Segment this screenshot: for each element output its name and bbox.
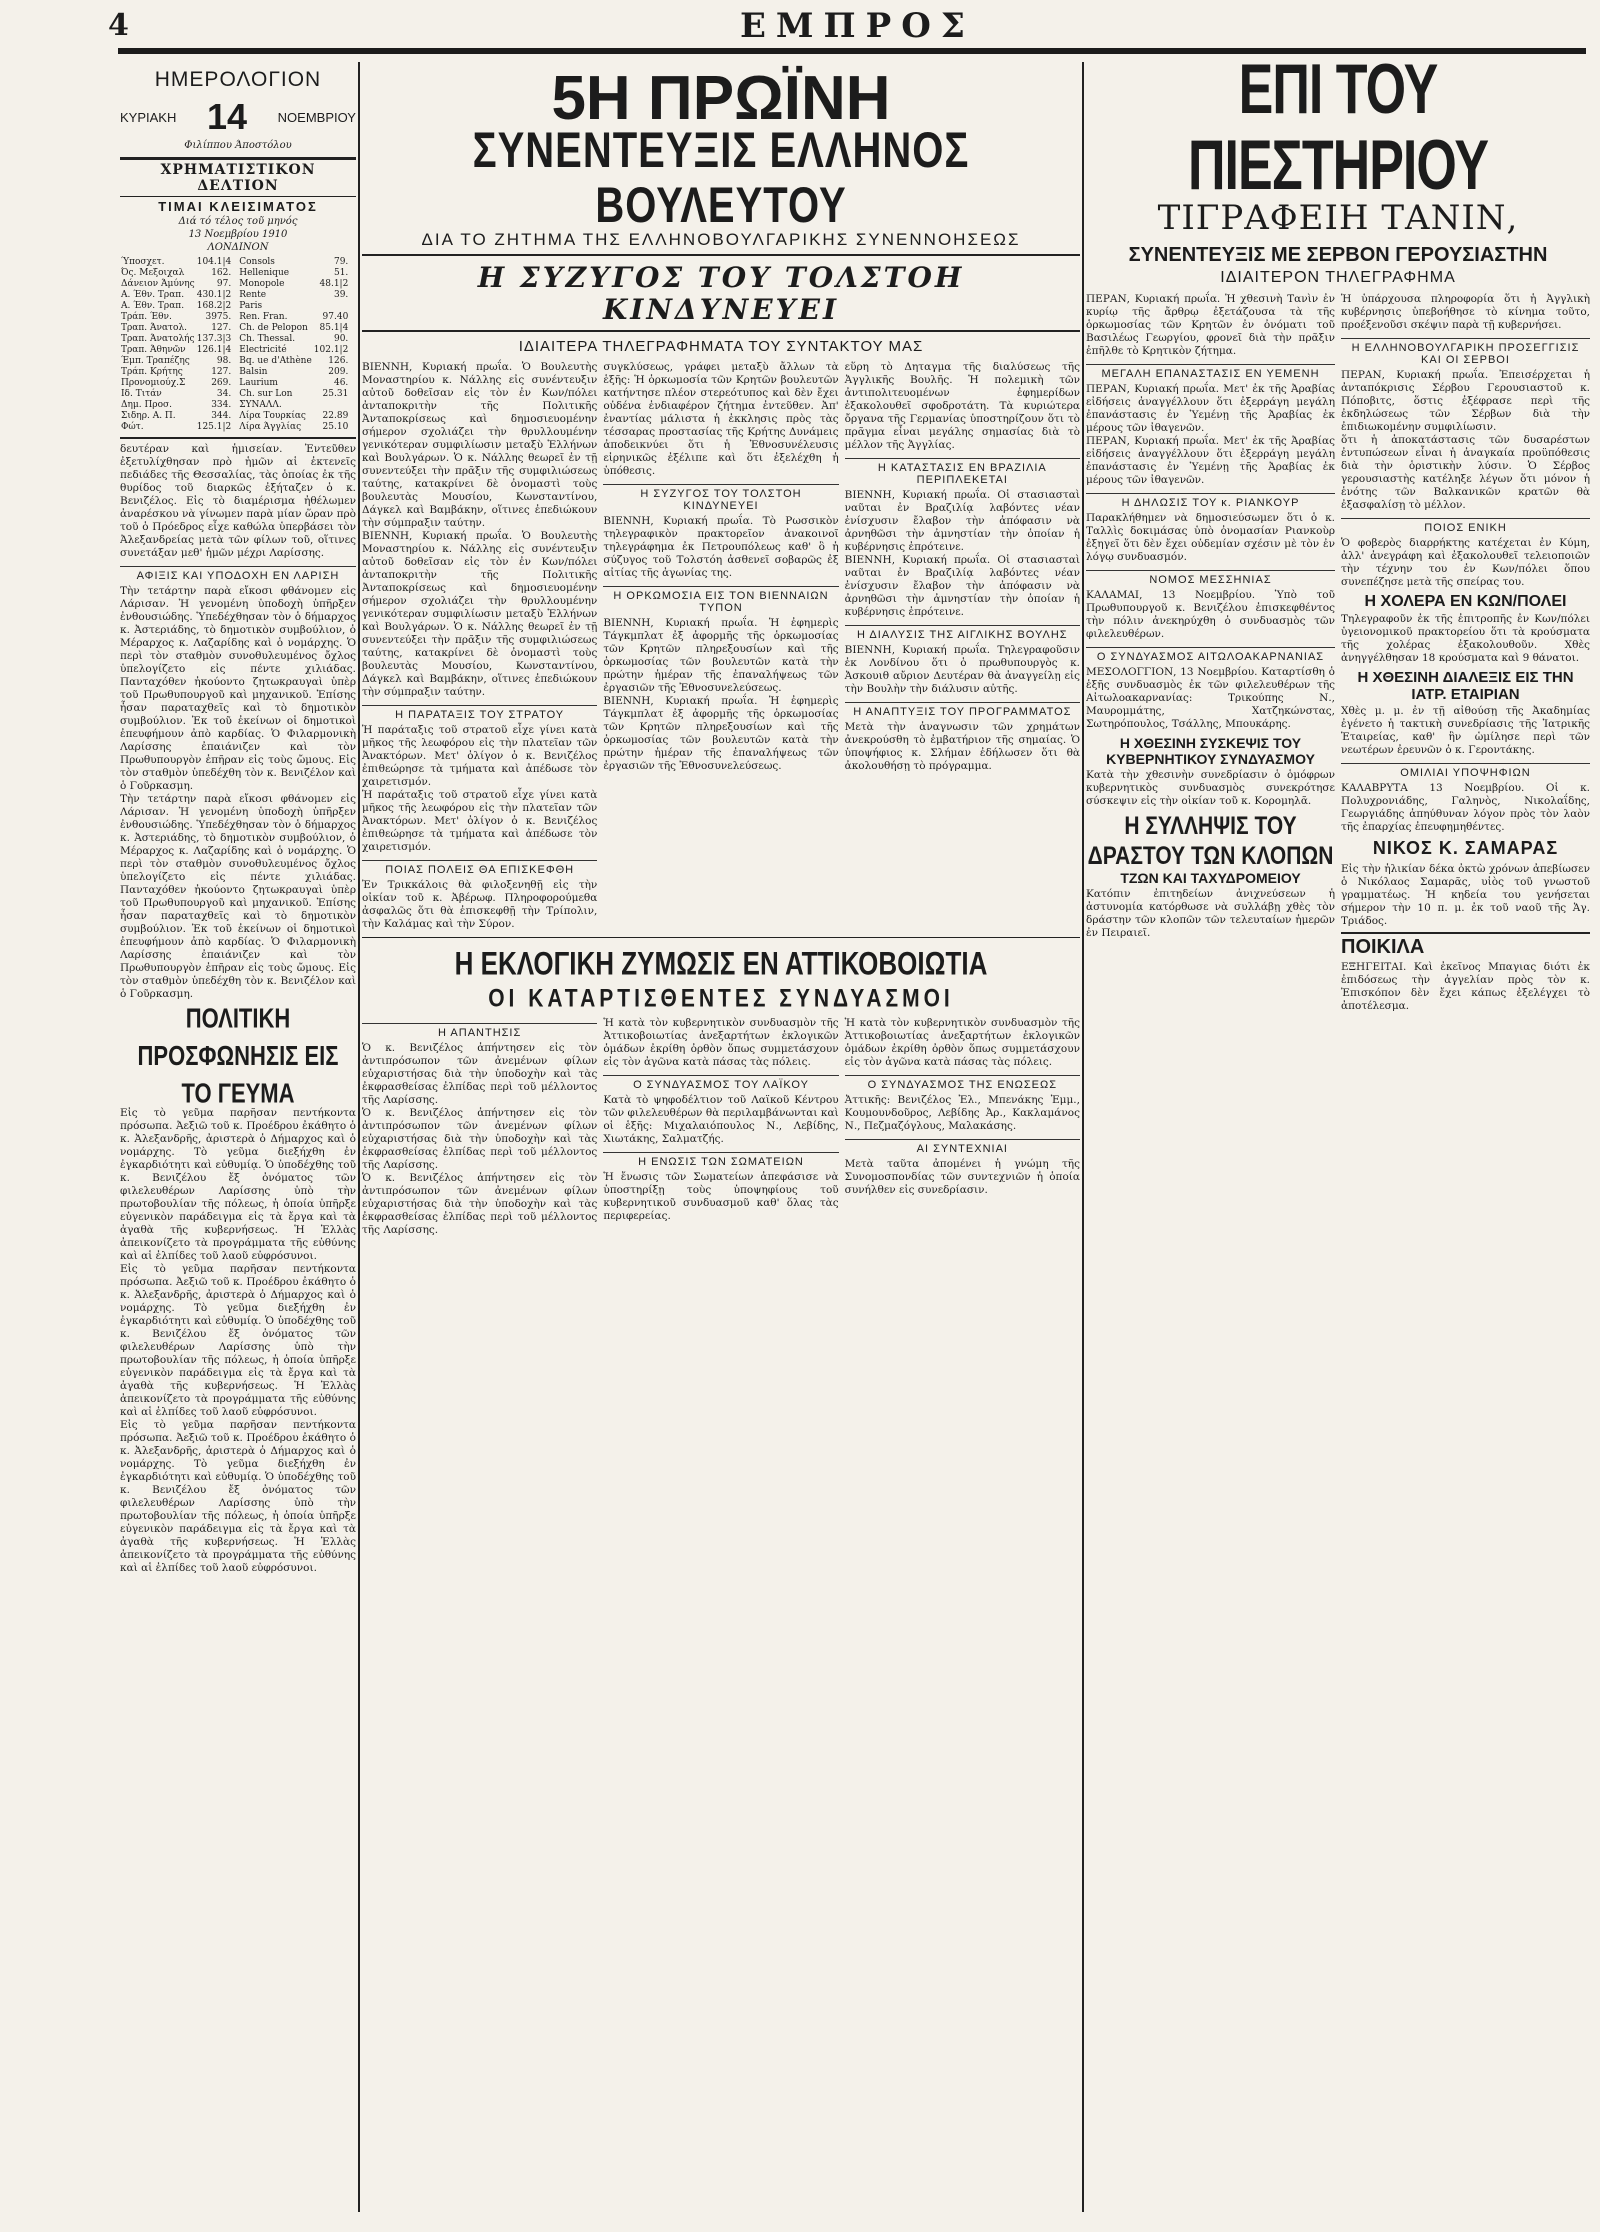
section-title: ΑΦΙΞΙΣ ΚΑΙ ΥΠΟΔΟΧΗ ΕΝ ΛΑΡΙΣΗ	[120, 566, 356, 582]
section-title: Η ΠΑΡΑΤΑΞΙΣ ΤΟΥ ΣΤΡΑΤΟΥ	[362, 705, 597, 721]
quote-value: 3975.	[205, 312, 232, 322]
calendar-saint: Φιλίππου Άποστόλου	[184, 140, 292, 151]
article-text: Ἡ ὑπάρχουσα πληροφορία ὅτι ἡ Ἀγγλικὴ κυβέρνησις ὑπεβοήθησε τὸ κίνημα τοῦτο, προέξενοῦσι σκέψιν παρὰ τῇ κυβερνήσει.	[1341, 293, 1590, 331]
quote-row	[120, 389, 232, 400]
quote-value: 126.	[328, 356, 349, 366]
quote-row	[120, 367, 232, 378]
article-text: ΒΙΕΝΝΗ, Κυριακή πρωΐα. Οἱ στασιασταὶ ναῦται ἐν Βραζιλίᾳ λαβόντες νέαν ἐνίσχυσιν ἔλαβον τὴν ἀπόφασιν νὰ ἀρνηθῶσι τὴν ἀμνηστίαν τὴν ὁποίαν ἡ κυβέρνησις ἐπρότεινε.	[844, 554, 1080, 618]
quote-value: 334.	[211, 400, 232, 410]
quote-name: Λίρα Τουρκίας	[239, 411, 306, 421]
article-text: Ὁ κ. Βενιζέλος ἀπήντησεν εἰς τὸν ἀντιπρόσωπον τῶν ἀνεμένων φίλων εὐχαριστήσας διὰ τὴν ὑποδοχὴν καὶ τὰς ἐκφρασθείσας ἐλπίδας περὶ τοῦ μέλλοντος τῆς Λαρίσσης.	[362, 1172, 598, 1236]
subcolumn	[845, 361, 1080, 931]
section-title: Η ΕΛΛΗΝΟΒΟΥΛΓΑΡΙΚΗ ΠΡΟΣΕΓΓΙΣΙΣ ΚΑΙ ΟΙ ΣΕΡΒΟΙ	[1341, 338, 1590, 366]
quote-name: Τράπ. Έθν.	[121, 312, 172, 322]
quote-name: Ύποσχετ.	[121, 257, 165, 267]
column-divider	[1082, 62, 1084, 2212]
article-text: Εἰς τὸ γεῦμα παρῆσαν πεντήκοντα πρόσωπα. Ἀεξιῶ τοῦ κ. Προέδρου ἐκάθητο ὁ κ. Ἀλεξανδρῆς, ἀριστερὰ ὁ Δήμαρχος καὶ ὁ νομάρχης. Τὸ γεῦμα διεξήχθη ἐν ἐγκαρδιότητι καὶ εὐθυμίᾳ. Ὁ ὑποδέχθης τοῦ κ. Βενιζέλου ἔξ ὀνόματος τῶν φιλελευθέρων Λαρίσσης ὑπὸ τὴν πρωτοβουλίαν τῆς πόλεως, ἡ ὁποία ὑπῆρξε εὐγενικὸν παράδειγμα εἰς τὰ ἔργα καὶ τὰ ἀγαθὰ τῆς κυβερνήσεως. Ἡ Ἑλλὰς ἀπεικονίζετο τὰ προγράμματα τῆς εὐθύνης καὶ αἱ ἐλπίδες τοῦ λαοῦ εὐφρόσυνοι.	[120, 1263, 356, 1418]
article-text: Κατὰ τὴν χθεσινὴν συνεδρίασιν ὁ ὁμόφρων κυβερνητικὸς συνδυασμὸς συνεκρότησε σύσκεψιν εἰς τὴν οἰκίαν τοῦ κ. Κορομηλᾶ.	[1086, 769, 1335, 807]
section-title: Η ΟΡΚΩΜΟΣΙΑ ΕΙΣ ΤΟΝ ΒΙΕΝΝΑΙΩΝ ΤΥΠΟΝ	[603, 586, 838, 614]
article-text: ΒΙΕΝΝΗ, Κυριακή πρωΐα. Τηλεγραφοῦσιν ἐκ Λονδίνου ὅτι ὁ πρωθυπουργὸς κ. Ἀσκουιθ αὔριον Δευτέραν θὰ ἀναγγείλῃ εἰς τὴν Βουλὴν τὴν διάλυσιν αὐτῆς.	[844, 644, 1080, 695]
section-title: Η ΔΙΑΛΥΣΙΣ ΤΗΣ ΑΙΓΛΙΚΗΣ ΒΟΥΛΗΣ	[845, 625, 1080, 641]
article-text: ΠΕΡΑΝ, Κυριακή πρωΐα. Ἐπεισέρχεται ἡ ἀνταπόκρισις Σέρβου Γερουσιαστοῦ κ. Πόποβιτς, ὅστις ἐξέφρασε περὶ τῆς ἐκδηλώσεως τῶν Σέρβων διὰ τὴν ἐπιδιωκομένην συμφιλίωσιν.	[1341, 369, 1590, 433]
article-text: Ἐν Τρικκάλοις θὰ φιλοξενηθῇ εἰς τὴν οἰκίαν τοῦ κ. Ἀβέρωφ. Πληροφορούμεθα ἀσφαλῶς ὅτι θὰ ἐπισκεφθῇ τὴν Τρίπολιν, τὴν Καλάμας καὶ τὴν Σύρον.	[362, 879, 598, 930]
stock-note: Διά τό τέλος τοῦ μηνός	[178, 216, 298, 227]
headline-arrest-sub: ΤΖΩΝ ΚΑΙ ΤΑΧΥΔΡΟΜΕΙΟΥ	[1120, 870, 1301, 886]
headline-serb-interview: ΣΥΝΕΝΤΕΥΞΙΣ ΜΕ ΣΕΡΒΟΝ ΓΕΡΟΥΣΙΑΣΤΗΝ	[1128, 244, 1548, 266]
headline-political-address: ΠΟΛΙΤΙΚΗ ΠΡΟΣΦΩΝΗΣΙΣ ΕΙΣ ΤΟ ΓΕΥΜΑ	[137, 1002, 339, 1109]
column-2	[362, 62, 1080, 2212]
quote-name: Προνομιούχ.Σ	[121, 378, 186, 388]
quote-row	[238, 257, 349, 268]
calendar-day-number: 14	[206, 96, 248, 137]
quote-name: Τράπ. Κρήτης	[121, 367, 183, 377]
headline-correspondent: ΙΔΙΑΙΤΕΡΑ ΤΗΛΕΓΡΑΦΗΜΑΤΑ ΤΟΥ ΣΥΝΤΑΚΤΟΥ ΜΑΣ	[518, 338, 924, 355]
quote-row	[238, 356, 349, 367]
quote-value: 46.	[333, 378, 349, 388]
quote-row	[120, 334, 232, 345]
article-text: Ἡ κατὰ τὸν κυβερνητικὸν συνδυασμὸν τῆς Ἀττικοβοιωτίας ἀνεξαρτήτων ἐκλογικῶν ὁμάδων ἐκρίθη ὀρθὸν ὅπως συμμετάσχουν εἰς τὸν ἀγῶνα κατὰ πάσας τὰς πόλεις.	[603, 1017, 839, 1068]
article-text: ΒΙΕΝΝΗ, Κυριακή πρωΐα. Ὁ Βουλευτὴς Μοναστηρίου κ. Νάλλης εἰς συνέντευξιν αὐτοῦ δοθεῖσαν εἰς τὸν ἐν Κων/πόλει ἀνταποκριτὴν τῆς Πολιτικῆς Ἀνταποκρίσεως καὶ δημοσιευομένην σήμερον σχολιάζει τὴν θρυλλουμένην γενικότεραν συμφιλίωσιν μεταξὺ Ἑλλήνων καὶ Βουλγάρων. Ὁ κ. Νάλλης θεωρεῖ ἐν τῇ συνεντεύξει τὴν πρᾶξιν τῆς συμφιλιώσεως ταύτης, κατακρίνει δὲ ὀνομαστὶ τοὺς βουλευτὰς Μουσίου, Κωνσταντίνου, Δάγκελ καὶ Βαμβάκην, οἵτινες ἐπεδιώκουν τὴν σύμπραξιν ταύτην.	[362, 361, 598, 529]
headline-election-ferment: Η ΕΚΛΟΓΙΚΗ ΖΥΜΩΣΙΣ ΕΝ ΑΤΤΙΚΟΒΟΙΩΤΙΑ	[454, 944, 988, 982]
quotes-table-right	[238, 257, 349, 433]
article-text: Παρακλήθημεν νὰ δημοσιεύσωμεν ὅτι ὁ κ. Ταλλὶς δοκιμάσας ὑπὸ ὀνομασίαν Ριανκοὺρ ἐξηγεῖ ὅτι δὲν ἔχει οὐδεμίαν σχέσιν μὲ τὸν ἐν λόγῳ συνδυασμόν.	[1086, 512, 1335, 563]
quote-row	[238, 290, 349, 301]
quote-row	[238, 422, 349, 433]
calendar-title: ΗΜΕΡΟΛΟΓΙΟΝ	[154, 68, 322, 91]
article-text: ΕΞΗΓΕΙΤΑΙ. Καὶ ἐκεῖνος Μπαγιας διότι ἐκ ἐπιδόσεως τὴν ἀγγελίαν πρὸς τὸν κ. Ἐπισκόπον δὲν ἔχει κάπως ἐξελέγχει τὸ ἀποτέλεσμα.	[1341, 961, 1590, 1012]
quote-name: Laurium	[239, 378, 278, 388]
headline-cholera: Η ΧΟΛΕΡΑ ΕΝ ΚΩΝ/ΠΟΛΕΙ	[1364, 593, 1567, 610]
quote-value: 25.10	[322, 422, 349, 432]
article-text: Τηλεγραφοῦν ἐκ τῆς ἐπιτροπῆς ἐν Κων/πόλει ὑγειονομικοῦ πρακτορείου ὅτι τὰ κρούσματα τῆς χολέρας ἐξακολουθοῦν. Χθὲς ἀνηγγέλθησαν 18 κρούσματα καὶ 9 θάνατοι.	[1341, 613, 1590, 664]
article-text: ΒΙΕΝΝΗ, Κυριακή πρωΐα. Ἡ ἐφημερὶς Τάγκμπλατ ἐξ ἀφορμῆς τῆς ὁρκωμοσίας τῶν Κρητῶν πληρεξουσίων καὶ τῆς ὁρκωμοσίας τῶν βουλευτῶν κατὰ τὴν πρώτην ἡμέραν τῆς ἐπαναλήψεως τῶν ἐργασιῶν τῆς Ἐθνοσυνελεύσεως.	[603, 617, 839, 694]
quote-name: Ch. de Pelopon	[239, 323, 308, 333]
quote-value: 34.	[216, 389, 232, 399]
quote-value: 39.	[333, 290, 349, 300]
headline-miscellany: ΠΟΙΚΙΛΑ	[1341, 932, 1590, 959]
quote-value: 48.1|2	[319, 279, 349, 289]
quote-row	[120, 422, 232, 433]
article-text: ΠΕΡΑΝ, Κυριακή πρωΐα. Ἡ χθεσινὴ Τανὶν ἐν κυρίῳ τῆς ἄρθρῳ ἐξετάζουσα τὰ τῆς ὁρκωμοσίας τῶν Κρητῶν ἐν ὀνόματι τοῦ Βασιλέως Γεωργίου, φρονεῖ διὰ τὴν πρᾶξιν ἐπῆλθε τὸ Κρητικὸν ζήτημα.	[1086, 293, 1335, 357]
calendar-date	[120, 96, 356, 138]
quotes-table-left	[120, 257, 232, 433]
quote-name: Δάνειον Άμύνης	[121, 279, 195, 289]
quote-row	[120, 290, 232, 301]
quote-name: Τραπ. Άνατολής	[121, 334, 195, 344]
calendar-day-name: ΚΥΡΙΑΚΗ	[120, 109, 177, 125]
article-text: ΚΑΛΑΜΑΙ, 13 Νοεμβρίου. Ὑπὸ τοῦ Πρωθυπουργοῦ κ. Βενιζέλου ἐπισκεφθέντος τὴν πόλιν ἀνεκηρύχθη ὁ συνδυασμὸς τῶν φιλελευθέρων.	[1086, 589, 1335, 640]
article-text: ΒΙΕΝΝΗ, Κυριακή πρωΐα. Τὸ Ρωσσικὸν τηλεγραφικὸν πρακτορεῖον ἀνακοινοῖ τηλεγράφημα ἐκ Πετρουπόλεως καθ' ὃ ἡ σύζυγος τοῦ Τολστόη ἀσθενεῖ σοβαρῶς ἐξ αἰτίας τῆς ἀγωνίας της.	[603, 515, 839, 579]
stock-bulletin-sub: ΤΙΜΑΙ ΚΛΕΙΣΙΜΑΤΟΣ	[158, 199, 318, 214]
subcolumn	[362, 361, 597, 931]
calendar-month: ΝΟΕΜΒΡΙΟΥ	[277, 109, 356, 125]
article-text: Ὁ κ. Βενιζέλος ἀπήντησεν εἰς τὸν ἀντιπρόσωπον τῶν ἀνεμένων φίλων εὐχαριστήσας διὰ τὴν ὑποδοχὴν καὶ τὰς ἐκφρασθείσας ἐλπίδας περὶ τοῦ μέλλοντος τῆς Λαρίσσης.	[362, 1107, 598, 1171]
quote-value: 344.	[211, 411, 232, 421]
quote-value: 97.40	[322, 312, 349, 322]
subcolumn	[845, 1017, 1080, 1237]
quote-row	[238, 312, 349, 323]
section-title: ΝΟΜΟΣ ΜΕΣΣΗΝΙΑΣ	[1086, 570, 1335, 586]
quote-name: Λίρα Άγγλίας	[239, 422, 302, 432]
quote-value	[313, 400, 350, 411]
quote-row	[238, 268, 349, 279]
quote-name: Α. Έθν. Τραπ.	[121, 290, 185, 300]
quote-value: 25.31	[322, 389, 349, 399]
subcolumn	[1086, 293, 1335, 1013]
quote-name: Τραπ. Άνατολ.	[121, 323, 188, 333]
quote-name: Ren. Fran.	[239, 312, 288, 322]
article-text: ΒΙΕΝΝΗ, Κυριακή πρωΐα. Ὁ Βουλευτὴς Μοναστηρίου κ. Νάλλης εἰς συνέντευξιν αὐτοῦ δοθεῖσαν εἰς τὸν ἐν Κων/πόλει ἀνταποκριτὴν τῆς Πολιτικῆς Ἀνταποκρίσεως καὶ δημοσιευομένην σήμερον σχολιάζει τὴν θρυλλουμένην γενικότεραν συμφιλίωσιν μεταξὺ Ἑλλήνων καὶ Βουλγάρων. Ὁ κ. Νάλλης θεωρεῖ ἐν τῇ συνεντεύξει τὴν πρᾶξιν τῆς συμφιλιώσεως ταύτης, κατακρίνει δὲ ὀνομαστὶ τοὺς βουλευτὰς Μουσίου, Κωνσταντίνου, Δάγκελ καὶ Βαμβάκην, οἵτινες ἐπεδιώκουν τὴν σύμπραξιν ταύτην.	[362, 530, 598, 698]
masthead: ΕΜΠΡΟΣ	[740, 6, 975, 46]
subcolumn	[362, 1017, 597, 1237]
quote-value	[313, 301, 350, 312]
quote-row	[120, 268, 232, 279]
quote-name: Ιδ. Τιτάν	[121, 389, 162, 399]
quote-value: 127.	[211, 323, 232, 333]
headline-meeting: Η ΧΘΕΣΙΝΗ ΣΥΣΚΕΨΙΣ ΤΟΥ ΚΥΒΕΡΝΗΤΙΚΟΥ ΣΥΝΔΥΑΣΜΟΥ	[1106, 735, 1315, 767]
quote-value: 430.1|2	[196, 290, 232, 300]
section-title: Η ΕΝΩΣΙΣ ΤΩΝ ΣΩΜΑΤΕΙΩΝ	[603, 1152, 838, 1168]
divider	[362, 254, 1080, 256]
quote-value: 90.	[333, 334, 349, 344]
divider	[120, 437, 356, 439]
article-text: ΠΕΡΑΝ, Κυριακή πρωΐα. Μετ' ἐκ τῆς Ἀραβίας εἰδήσεις ἀναγγέλλουν ὅτι ἐξερράγη μεγάλη ἐπανάστασις ἐν Ὑεμένῃ τῆς Ἀραβίας ἐκ μέρους τῶν ἰθαγενῶν.	[1086, 435, 1335, 486]
section-title: Ο ΣΥΝΔΥΑΣΜΟΣ ΤΗΣ ΕΝΩΣΕΩΣ	[845, 1075, 1080, 1091]
quote-row	[120, 257, 232, 268]
article-text: Εἰς τὸ γεῦμα παρῆσαν πεντήκοντα πρόσωπα. Ἀεξιῶ τοῦ κ. Προέδρου ἐκάθητο ὁ κ. Ἀλεξανδρῆς, ἀριστερὰ ὁ Δήμαρχος καὶ ὁ νομάρχης. Τὸ γεῦμα διεξήχθη ἐν ἐγκαρδιότητι καὶ εὐθυμίᾳ. Ὁ ὑποδέχθης τοῦ κ. Βενιζέλου ἔξ ὀνόματος τῶν φιλελευθέρων Λαρίσσης ὑπὸ τὴν πρωτοβουλίαν τῆς πόλεως, ἡ ὁποία ὑπῆρξε εὐγενικὸν παράδειγμα εἰς τὰ ἔργα καὶ τὰ ἀγαθὰ τῆς κυβερνήσεως. Ἡ Ἑλλὰς ἀπεικονίζετο τὰ προγράμματα τῆς εὐθύνης καὶ αἱ ἐλπίδες τοῦ λαοῦ εὐφρόσυνοι.	[120, 1107, 356, 1262]
subcolumn	[603, 1017, 838, 1237]
col2-upper-subcolumns	[362, 361, 1080, 931]
article-text: ΒΙΕΝΝΗ, Κυριακή πρωΐα. Ἡ ἐφημερὶς Τάγκμπλατ ἐξ ἀφορμῆς τῆς ὁρκωμοσίας τῶν Κρητῶν πληρεξουσίων καὶ τῆς ὁρκωμοσίας τῶν βουλευτῶν κατὰ τὴν πρώτην ἡμέραν τῆς ἐπαναλήψεως τῶν ἐργασιῶν τῆς Ἐθνοσυνελεύσεως.	[603, 695, 839, 772]
quote-name: Ch. Thessal.	[239, 334, 296, 344]
article-text: Μετὰ ταῦτα ἀπομένει ἡ γνώμη τῆς Συνομοσπονδίας τῶν συντεχνιῶν ἡ ὁποία συνήλθεν εἰς συνεδρίασιν.	[844, 1158, 1080, 1196]
article-text: ΚΑΛΑΒΡΥΤΑ 13 Νοεμβρίου. Οἱ κ. Πολυχρονιάδης, Γαληνὸς, Νικολαΐδης, Γεωργιάδης ἀπηύθυναν λόγον πρὸς τὸν λαὸν τῆς ἐπαρχίας ἐπευφημηθέντες.	[1341, 782, 1590, 833]
quote-row	[120, 345, 232, 356]
quote-name: ΣΥΝΑΛΛ.	[239, 400, 282, 410]
section-title: Ο ΣΥΝΔΥΑΣΜΟΣ ΤΟΥ ΛΑΪΚΟΥ	[603, 1075, 838, 1091]
quote-value: 127.	[211, 367, 232, 377]
article-text: ΜΕΣΟΛΟΓΓΙΟΝ, 13 Νοεμβρίου. Καταρτίσθη ὁ ἑξῆς συνδυασμὸς ἐκ τῶν φιλελευθέρων τῆς Αἰτωλοακαρνανίας: Τρικούπης Ν., Μαυρομμάτης, Χατζηκώνστας, Σωτηρόπουλος, Τσάλλης, Μπουκάρης.	[1086, 666, 1335, 730]
headline-arrest: Η ΣΥΛΛΗΨΙΣ ΤΟΥ ΔΡΑΣΤΟΥ ΤΩΝ ΚΛΟΠΩΝ	[1087, 812, 1334, 870]
article-text: ΒΙΕΝΝΗ, Κυριακή πρωΐα. Οἱ στασιασταὶ ναῦται ἐν Βραζιλίᾳ λαβόντες νέαν ἐνίσχυσιν ἔλαβον τὴν ἀπόφασιν νὰ ἀρνηθῶσι τὴν ἀμνηστίαν τὴν ὁποίαν ἡ κυβέρνησις ἐπρότεινε.	[844, 489, 1080, 553]
headline-sub: ΔΙΑ ΤΟ ΖΗΤΗΜΑ ΤΗΣ ΕΛΛΗΝΟΒΟΥΛΓΑΡΙΚΗΣ ΣΥΝΕΝΝΟΗΣΕΩΣ	[421, 230, 1021, 249]
quote-row	[238, 279, 349, 290]
quote-row	[120, 301, 232, 312]
quote-row	[120, 323, 232, 334]
col2-lower-subcolumns	[362, 1017, 1080, 1237]
quote-value: 51.	[333, 268, 349, 278]
quote-name: Rente	[239, 290, 267, 300]
article-text: Εἰς τὴν ἡλικίαν δέκα ὀκτὼ χρόνων ἀπεβίωσεν ὁ Νικόλαος Σαμαρᾶς, υἱὸς τοῦ γνωστοῦ γραμματέως. Ἡ κηδεία του γενήσεται σήμερον τὴν 10 π. μ. ἐκ τοῦ ναοῦ τῆς Ἁγ. Τριάδος.	[1341, 863, 1590, 927]
stock-london: ΛΟΝΔΙΝΟΝ	[207, 242, 269, 253]
quote-name: Τραπ. Άθηνῶν	[121, 345, 186, 355]
quote-name: Ός. Μεξοιχαλ	[121, 268, 185, 278]
quote-value: 126.1|4	[196, 345, 232, 355]
section-title: Η ΚΑΤΑΣΤΑΣΙΣ ΕΝ ΒΡΑΖΙΛΙΑ ΠΕΡΙΠΛΕΚΕΤΑΙ	[845, 458, 1080, 486]
quote-name: Hellenique	[239, 268, 290, 278]
article-text: Τὴν τετάρτην παρὰ εἴκοσι φθάνομεν εἰς Λάρισαν. Ἡ γενομένη ὑποδοχὴ ὑπῆρξεν ἐνθουσιώδης. Ὑπεδέχθησαν τὸν ὁ δήμαρχος κ. Ἀστεριάδης, τὸ δημοτικὸν συμβούλιον, ὁ Μέραρχος κ. Λαζαρίδης καὶ ὁ νομάρχης. Ὁ περὶ τὸν σταθμὸν συνοθυλευμένος ὄχλος ὑπελογίζετο εἰς πέντε χιλιάδας. Πανταχόθεν ἠκούοντο ζητωκραυγαὶ ὑπὲρ τοῦ Πρωθυπουργοῦ καὶ μηχανικοῦ. Ἐπίσης ἦσαν παραταχθεῖς καὶ τὸ δημοτικὸν συμβούλιον. Ἐκ τοῦ ἐκείνων οἱ δημοτικοὶ ἐπευφήμουν ἀπὸ καρδίας. Ὁ Φιλαρμονικὴ Λαρίσσης ἐπαιάνιζεν καὶ τὸν Πρωθυπουργὸν ἐπῆραν εἰς τοὺς ὤμους. Εἰς τὸν σταθμὸν ὑπεδέχθη τὸν κ. Βενιζέλον καὶ ὁ Γοῦρκασμη.	[120, 585, 356, 792]
quote-value: 102.1|2	[313, 345, 349, 355]
stock-date: 13 Νοεμβρίου 1910	[188, 229, 288, 240]
page-number: 4	[108, 8, 129, 43]
divider	[362, 937, 1080, 938]
column-divider	[358, 62, 360, 2212]
article-text: Ἡ παράταξις τοῦ στρατοῦ εἶχε γίνει κατὰ μῆκος τῆς λεωφόρου εἰς τὴν πλατεῖαν τῶν Ἀνακτόρων. Μετ' ὀλίγον ὁ κ. Βενιζέλος ἐπιθεώρησε τὰ τμήματα καὶ ἀπέδωσε τὸν χαιρετισμόν.	[362, 789, 598, 853]
headline-coalitions: ΟΙ ΚΑΤΑΡΤΙΣΘΕΝΤΕΣ ΣΥΝΔΥΑΣΜΟΙ	[488, 984, 954, 1013]
quote-name: Σιδηρ. Α. Π.	[121, 411, 176, 421]
article-text: Ἡ ἔνωσις τῶν Σωματείων ἀπεφάσισε νὰ ὑποστηρίξῃ τοὺς ὑποψηφίους τοῦ κυβερνητικοῦ συνδυασμοῦ καθ' ὅλας τὰς περιφερείας.	[603, 1171, 839, 1222]
quote-row	[238, 345, 349, 356]
quote-row	[238, 334, 349, 345]
col3-subcolumns	[1086, 293, 1590, 1013]
quote-name: Bq. ue d'Athène	[239, 356, 312, 366]
headline-main: 5Η ΠΡΩΪΝΗ	[551, 64, 891, 133]
article-text: Ὁ φοβερὸς διαρρήκτης κατέχεται ἐν Κύμη, ἀλλ' ἀνεγράφη καὶ ἐξακολουθεῖ τελειοποιῶν τὴν τέχνην του ἐν Κων/πόλει ὅπου συνεπέζησε μετὰ τῆς σπείρας του.	[1341, 537, 1590, 588]
quote-row	[120, 400, 232, 411]
quote-value: 209.	[328, 367, 349, 377]
quote-name: Φώτ.	[121, 422, 144, 432]
section-title: Η ΑΠΑΝΤΗΣΙΣ	[362, 1023, 597, 1039]
article-text: Ἡ παράταξις τοῦ στρατοῦ εἶχε γίνει κατὰ μῆκος τῆς λεωφόρου εἰς τὴν πλατεῖαν τῶν Ἀνακτόρων. Μετ' ὀλίγον ὁ κ. Βενιζέλος ἐπιθεώρησε τὰ τμήματα καὶ ἀπέδωσε τὸν χαιρετισμόν.	[362, 724, 598, 788]
divider	[362, 330, 1080, 332]
quote-row	[238, 400, 349, 411]
section-title: ΠΟΙΟΣ ΕΝΙΚΗ	[1341, 518, 1590, 534]
article-text: συγκλύσεως, γράφει μεταξὺ ἄλλων τὰ ἑξῆς: Ἡ ὁρκωμοσία τῶν Κρητῶν βουλευτῶν κατήντησε πλέον στερεότυπος καὶ δὲν ἔχει οὐδένα ἐνδιαφέρον ζήτημα ἐντεῦθεν. Ἀπ' ἐναντίας μάλιστα ἡ ἐκκλησις πρὸς τὰς τέσσαρας προστασίας τῆς Κρήτης Δυνάμεις ἀποδεικνύει ὅτι ἡ Ἑθνοσυνέλευσις εἰρηνικῶς ἐξέλιπε καὶ ὅτι ἐξελέχθη ἡ ὑπόθεσις.	[603, 361, 839, 477]
headline-tanin: ΤΙΓΡΑΦΕΙΗ ΤΑΝΙΝ,	[1157, 198, 1519, 238]
article-text: εὕρη τὸ Δηταγμα τῆς διαλύσεως τῆς Ἀγγλικῆς Βουλῆς. Ἡ πολεμικὴ τῶν ἀντιπολιτευομένων ἐφημερίδων ἐξακολουθεῖ σφοδροτάτη. Τὰ κυριώτερα ὄργανα τῆς Γερμανίας ὑποστηρίζουν ὅτι τὸ πρᾶγμα εἶναι μεγάλης σημασίας διὰ τὸ μέλλον τῆς Ἀγγλίας.	[844, 361, 1080, 451]
headline-lecture: Η ΧΘΕΣΙΝΗ ΔΙΑΛΕΞΙΣ ΕΙΣ ΤΗΝ ΙΑΤΡ. ΕΤΑΙΡΙΑΝ	[1357, 669, 1574, 703]
section-title: ΟΜΙΛΙΑΙ ΥΠΟΨΗΦΙΩΝ	[1341, 763, 1590, 779]
quote-row	[120, 411, 232, 422]
column-1	[120, 62, 356, 2212]
article-text: Ὁ κ. Βενιζέλος ἀπήντησεν εἰς τὸν ἀντιπρόσωπον τῶν ἀνεμένων φίλων εὐχαριστήσας διὰ τὴν ὑποδοχὴν καὶ τὰς ἐκφρασθείσας ἐλπίδας περὶ τοῦ μέλλοντος τῆς Λαρίσσης.	[362, 1042, 598, 1106]
quote-name: Α. Έθν. Τραπ.	[121, 301, 185, 311]
quote-value: 97.	[216, 279, 232, 289]
stock-bulletin-head: ΧΡΗΜΑΤΙΣΤΙΚΟΝ ΔΕΛΤΙΟΝ	[120, 157, 356, 197]
quote-row	[120, 378, 232, 389]
quote-row	[238, 367, 349, 378]
quote-row	[238, 378, 349, 389]
quote-name: Electricité	[239, 345, 287, 355]
article-text: Τὴν τετάρτην παρὰ εἴκοσι φθάνομεν εἰς Λάρισαν. Ἡ γενομένη ὑποδοχὴ ὑπῆρξεν ἐνθουσιώδης. Ὑπεδέχθησαν τὸν ὁ δήμαρχος κ. Ἀστεριάδης, τὸ δημοτικὸν συμβούλιον, ὁ Μέραρχος κ. Λαζαρίδης καὶ ὁ νομάρχης. Ὁ περὶ τὸν σταθμὸν συνοθυλευμένος ὄχλος ὑπελογίζετο εἰς πέντε χιλιάδας. Πανταχόθεν ἠκούοντο ζητωκραυγαὶ ὑπὲρ τοῦ Πρωθυπουργοῦ καὶ μηχανικοῦ. Ἐπίσης ἦσαν παραταχθεῖς καὶ τὸ δημοτικὸν συμβούλιον. Ἐκ τοῦ ἐκείνων οἱ δημοτικοὶ ἐπευφήμουν ἀπὸ καρδίας. Ὁ Φιλαρμονικὴ Λαρίσσης ἐπαιάνιζεν καὶ τὸν Πρωθυπουργὸν ἐπῆραν εἰς τοὺς ὤμους. Εἰς τὸν σταθμὸν ὑπεδέχθη τὸν κ. Βενιζέλον καὶ ὁ Γοῦρκασμη.	[120, 793, 356, 1000]
section-title: Ο ΣΥΝΔΥΑΣΜΟΣ ΑΙΤΩΛΟΑΚΑΡΝΑΝΙΑΣ	[1086, 647, 1335, 663]
subcolumn	[603, 361, 838, 931]
quote-row	[238, 323, 349, 334]
quote-value: 104.1|4	[196, 257, 232, 267]
quote-value: 125.1|2	[196, 422, 232, 432]
section-title: Η ΣΥΖΥΓΟΣ ΤΟΥ ΤΟΛΣΤΟΗ ΚΙΝΔΥΝΕΥΕΙ	[603, 484, 838, 512]
quote-row	[120, 356, 232, 367]
quote-row	[120, 279, 232, 290]
article-text: ΠΕΡΑΝ, Κυριακή πρωΐα. Μετ' ἐκ τῆς Ἀραβίας εἰδήσεις ἀναγγέλλουν ὅτι ἐξερράγη μεγάλη ἐπανάστασις ἐν Ὑεμένῃ τῆς Ἀραβίας ἐκ μέρους τῶν ἰθαγενῶν.	[1086, 383, 1335, 434]
quote-row	[120, 312, 232, 323]
quote-value: 79.	[333, 257, 349, 267]
article-text: Εἰς τὸ γεῦμα παρῆσαν πεντήκοντα πρόσωπα. Ἀεξιῶ τοῦ κ. Προέδρου ἐκάθητο ὁ κ. Ἀλεξανδρῆς, ἀριστερὰ ὁ Δήμαρχος καὶ ὁ νομάρχης. Τὸ γεῦμα διεξήχθη ἐν ἐγκαρδιότητι καὶ εὐθυμίᾳ. Ὁ ὑποδέχθης τοῦ κ. Βενιζέλου ἔξ ὀνόματος τῶν φιλελευθέρων Λαρίσσης ὑπὸ τὴν πρωτοβουλίαν τῆς πόλεως, ἡ ὁποία ὑπῆρξε εὐγενικὸν παράδειγμα εἰς τὰ ἔργα καὶ τὰ ἀγαθὰ τῆς κυβερνήσεως. Ἡ Ἑλλὰς ἀπεικονίζετο τὰ προγράμματα τῆς εὐθύνης καὶ αἱ ἐλπίδες τοῦ λαοῦ εὐφρόσυνοι.	[120, 1419, 356, 1574]
top-rule	[118, 48, 1586, 54]
quote-value: 137.3|3	[196, 334, 232, 344]
section-title: Η ΑΝΑΠΤΥΞΙΣ ΤΟΥ ΠΡΟΓΡΑΜΜΑΤΟΣ	[845, 702, 1080, 718]
quote-value: 22.89	[322, 411, 349, 421]
quote-name: Ch. sur Lon	[239, 389, 293, 399]
article-text: Ἀττικῆς: Βενιζέλος Ἐλ., Μπενάκης Ἐμμ., Κουμουνδοῦρος, Λεβίδης Ἀρ., Κακλαμάνος Ν., Πεζμαζόγλους, Μαλακάσης.	[844, 1094, 1080, 1132]
article-text: Κατὰ τὸ ψηφοδέλτιον τοῦ Λαϊκοῦ Κέντρου τῶν φιλελευθέρων θὰ περιλαμβάνωνται καὶ οἱ ἑξῆς: Μιχαλαιόπουλος Ν., Λεβίδης, Χιωτάκης, Σαλματζής.	[603, 1094, 839, 1145]
article-text: Χθὲς μ. μ. ἐν τῇ αἰθούσῃ τῆς Ἀκαδημίας ἐγένετο ἡ τακτικὴ συνεδρίασις τῆς Ἰατρικῆς Ἑταιρείας, καθ' ἣν ὡμίλησε περὶ τῶν νεωτέρων ἐρευνῶν ὁ κ. Γεροντάκης.	[1341, 705, 1590, 756]
headline-tolstoy: Η ΣΥΖΥΓΟΣ ΤΟΥ ΤΟΛΣΤΟΗ ΚΙΝΔΥΝΕΥΕΙ	[477, 261, 965, 326]
section-title: ΠΟΙΑΣ ΠΟΛΕΙΣ ΘΑ ΕΠΙΣΚΕΦΘΗ	[362, 860, 597, 876]
quote-value: 168.2|2	[196, 301, 232, 311]
article-text: Κατόπιν ἐπιτηδείων ἀνιχνεύσεων ἡ ἀστυνομία κατόρθωσε νὰ συλλάβῃ χθὲς τὸν δράστην τῶν κλοπῶν τῶν τελευταίων ἡμερῶν ἐν Πειραιεῖ.	[1086, 888, 1335, 939]
article-text: Μετὰ τὴν ἀναγνωσιν τῶν χρημάτων ἀνεκρούσθη τὸ ἐμβατήριον τῆς σημαίας. Ὁ ὑποψήφιος κ. Σλήμαν ἐδήλωσεν ὅτι θὰ ἀκολουθήσῃ τὸ πρόγραμμα.	[844, 721, 1080, 772]
section-title: ΑΙ ΣΥΝΤΕΧΝΙΑΙ	[845, 1139, 1080, 1155]
section-title: ΜΕΓΑΛΗ ΕΠΑΝΑΣΤΑΣΙΣ ΕΝ ΥΕΜΕΝΗ	[1086, 364, 1335, 380]
headline-interview: ΣΥΝΕΝΤΕΥΞΙΣ ΕΛΛΗΝΟΣ ΒΟΥΛΕΥΤΟΥ	[472, 123, 970, 233]
quote-value: 98.	[216, 356, 232, 366]
column-3	[1086, 62, 1590, 2212]
article-text: ὅτι ἡ ἀποκατάστασις τῶν δυσαρέστων ἐντυπώσεων εἶναι ἡ ἀναγκαία προϋπόθεσις διὰ τὴν ὁριστικὴν λύσιν. Ὁ Σέρβος γερουσιαστὴς κατέληξε λέγων ὅτι μόνον ἡ ἑνότης τῶν Βαλκανικῶν κρατῶν θὰ ἐξασφαλίσῃ τὸ μέλλον.	[1341, 434, 1590, 511]
quote-value: 162.	[211, 268, 232, 278]
quote-name: Paris	[239, 301, 263, 311]
quote-row	[238, 411, 349, 422]
article-text: δευτέραν καὶ ἡμισείαν. Ἐντεῦθεν ἐξετυλίχθησαν πρὸ ἡμῶν αἱ ἐκτενεῖς πεδιάδες τῆς Θεσσαλίας, τὰς ὁποίας ἐκ τῆς θυρίδος τοῦ διαρκῶς ἐξήταζεν ὁ κ. Βενιζέλος. Εἰς τὸ διαμέρισμα ἠθέλωμεν ἀναρέσκου νὰ γίνωμεν παρὰ μίαν ὥραν πρὸ τοῦ ὁ Πρόεδρος εἶχε καθώλα ὑπερβάσει τὸν Ἀλεξανδρείας μετὰ τῶν φίλων τοῦ, οἵτινες συνετάξαν μεθ' ἡμῶν μέχρι Λαρίσσης.	[120, 443, 356, 559]
headline-obituary: ΝΙΚΟΣ Κ. ΣΑΜΑΡΑΣ	[1372, 838, 1559, 858]
quote-row	[238, 301, 349, 312]
quote-row	[238, 389, 349, 400]
headline-press: ΕΠΙ ΤΟΥ ΠΙΕΣΤΗΡΙΟΥ	[1187, 62, 1489, 205]
quote-name: Monopole	[239, 279, 285, 289]
quote-name: Consols	[239, 257, 275, 267]
section-title: Η ΔΗΛΩΣΙΣ ΤΟΥ κ. ΡΙΑΝΚΟΥΡ	[1086, 493, 1335, 509]
quote-value: 85.1|4	[319, 323, 349, 333]
quote-value: 269.	[211, 378, 232, 388]
headline-telegram: ΙΔΙΑΙΤΕΡΟΝ ΤΗΛΕΓΡΑΦΗΜΑ	[1220, 269, 1456, 286]
stock-quotes	[120, 257, 356, 433]
quote-name: Έμπ. Τραπέζης	[121, 356, 190, 366]
quote-name: Δημ. Προσ.	[121, 400, 173, 410]
subcolumn	[1341, 293, 1590, 1013]
quote-name: Balsin	[239, 367, 268, 377]
article-text: Ἡ κατὰ τὸν κυβερνητικὸν συνδυασμὸν τῆς Ἀττικοβοιωτίας ἀνεξαρτήτων ἐκλογικῶν ὁμάδων ἐκρίθη ὀρθὸν ὅπως συμμετάσχουν εἰς τὸν ἀγῶνα κατὰ πάσας τὰς πόλεις.	[844, 1017, 1080, 1068]
